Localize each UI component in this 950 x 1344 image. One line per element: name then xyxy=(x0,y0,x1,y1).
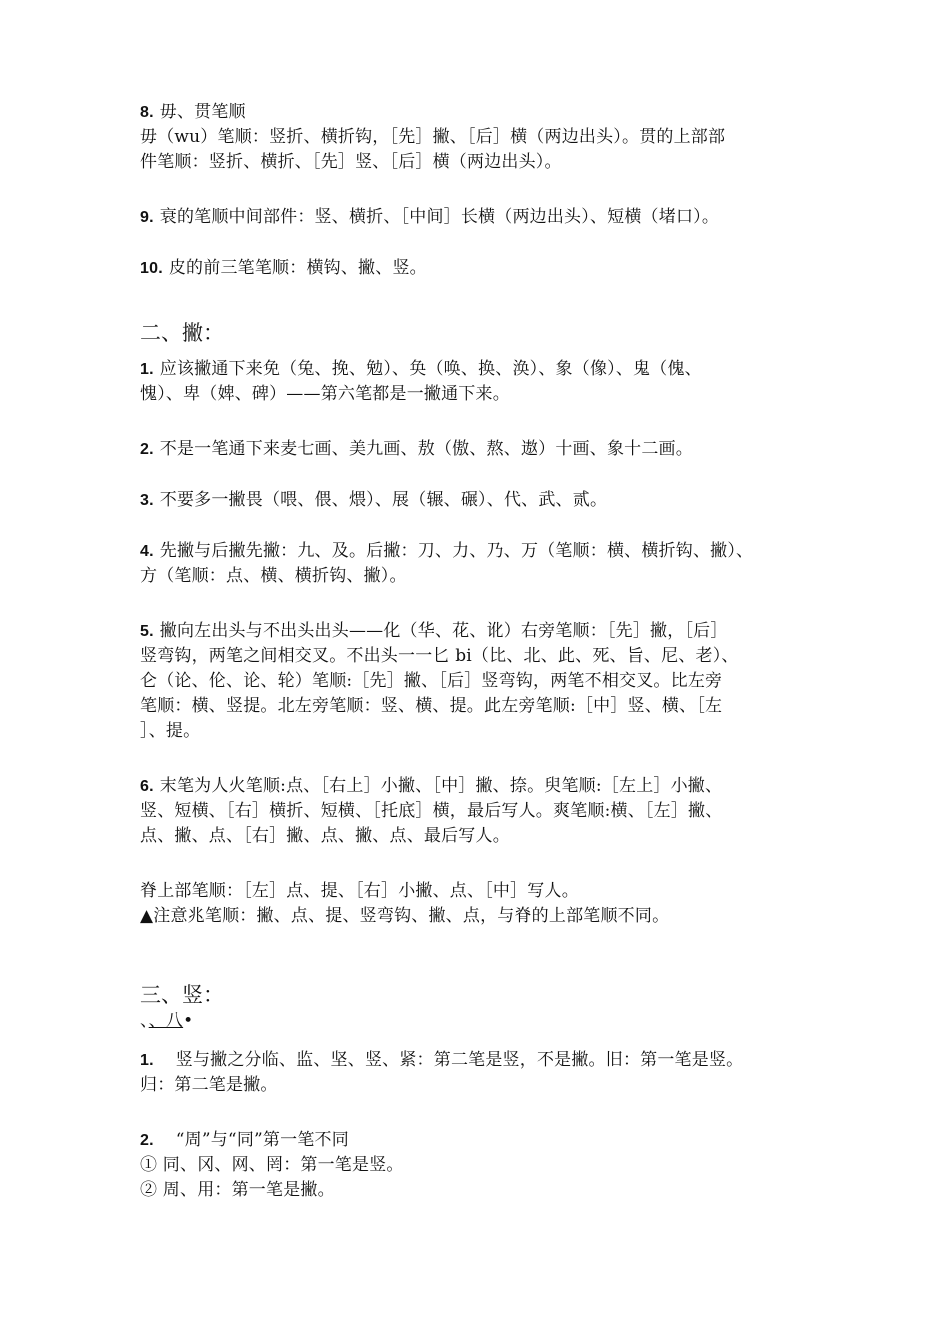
sec2-item-2 xyxy=(140,437,820,462)
section-subline xyxy=(140,1009,820,1034)
text-line: ① 同、冈、网、罔：第一笔是竖。 xyxy=(140,1155,404,1175)
sec2-item-5 xyxy=(140,619,820,744)
text-line xyxy=(140,619,820,644)
item-8-title-line xyxy=(140,100,820,125)
sec2-item-6 xyxy=(140,774,820,849)
text-line xyxy=(140,774,820,799)
text-line: 脊上部笔顺：［左］点、提、［右］小撇、点、［中］写人。 xyxy=(140,881,579,901)
sec2-notes xyxy=(140,879,820,929)
text-line: 点、撇、点、［右］撇、点、撇、点、最后写人。 xyxy=(140,826,510,846)
section-heading-shu: 三、竖： xyxy=(140,983,224,1007)
text-line: 件笔顺：竖折、横折、［先］竖、［后］横（两边出头）。 xyxy=(140,152,562,172)
text-line: 方（笔顺：点、横、横折钩、撇）。 xyxy=(140,566,407,586)
document-page xyxy=(140,100,820,1203)
text-line: ］、提。 xyxy=(140,721,201,741)
item-text: 衰的笔顺中间部件：竖、横折、［中间］长横（两边出头）、短横（堵口）。 xyxy=(159,207,720,227)
sec3-item-2 xyxy=(140,1128,820,1203)
item-text: 竖与撇之分临、监、坚、竖、紧：第二笔是竖，不是撇。旧：第一笔是竖。 xyxy=(175,1050,744,1070)
item-text: 撇向左出头与不出头出头——化（华、花、讹）右旁笔顺：［先］撇，［后］ xyxy=(159,621,728,641)
item-number: 1. xyxy=(140,1052,154,1069)
item-text: 不要多一撇畏（喂、偎、煨）、展（辗、碾）、代、武、贰。 xyxy=(159,490,608,510)
item-number: 9. xyxy=(140,209,154,226)
subline-suffix: • xyxy=(183,1011,194,1031)
text-line: 竖、短横、［右］横折、短横、［托底］横，最后写人。爽笔顺:横、［左］撇、 xyxy=(140,801,723,821)
sec2-item-4 xyxy=(140,539,820,589)
item-text: 先撇与后撇先撇：九、及。后撇：刀、力、乃、万（笔顺：横、横折钩、撇）、 xyxy=(159,541,754,561)
subline-underlined: 、八 xyxy=(148,1011,184,1031)
text-line: 竖弯钩，两笔之间相交叉。不出头一一匕 bi（比、北、此、死、旨、尼、老）、 xyxy=(140,646,739,666)
item-number: 2. xyxy=(140,1132,154,1149)
item-number: 3. xyxy=(140,492,154,509)
text-line xyxy=(140,357,820,382)
item-number: 2. xyxy=(140,441,154,458)
item-number: 6. xyxy=(140,778,154,795)
text-line xyxy=(140,1128,820,1153)
text-line xyxy=(140,1048,820,1073)
sec2-item-3 xyxy=(140,488,820,513)
item-title: 毋、贯笔顺 xyxy=(159,102,246,122)
item-number: 5. xyxy=(140,623,154,640)
item-text: 不是一笔通下来麦七画、美九画、敖（傲、熬、遨）十画、象十二画。 xyxy=(159,439,693,459)
text-line: ② 周、用：第一笔是撇。 xyxy=(140,1180,335,1200)
sec2-item-1 xyxy=(140,357,820,407)
item-text: 应该撇通下来免（兔、挽、勉）、奂（唤、换、涣）、象（像）、鬼（傀、 xyxy=(159,359,702,379)
text-line: 愧）、卑（婢、碑）——第六笔都是一撇通下来。 xyxy=(140,384,510,404)
sec3-item-1 xyxy=(140,1048,820,1098)
item-8 xyxy=(140,100,820,175)
text-line: 归：第二笔是撇。 xyxy=(140,1075,278,1095)
item-number: 10. xyxy=(140,260,163,277)
item-number: 1. xyxy=(140,361,154,378)
item-text: 皮的前三笔笔顺：横钩、撇、竖。 xyxy=(168,258,427,278)
item-title: “周”与“同”第一笔不同 xyxy=(175,1130,349,1150)
item-text: 末笔为人火笔顺:点、［右上］小撇、［中］撇、捺。臾笔顺:［左上］小撇、 xyxy=(159,776,723,796)
text-line: 毋（wu）笔顺：竖折、横折钩，［先］撇、［后］横（两边出头）。贯的上部部 xyxy=(140,127,726,147)
item-9 xyxy=(140,205,820,230)
text-line xyxy=(140,539,820,564)
item-number: 4. xyxy=(140,543,154,560)
text-line: ▲注意兆笔顺：撇、点、提、竖弯钩、撇、点，与脊的上部笔顺不同。 xyxy=(140,906,670,926)
item-number: 8. xyxy=(140,104,154,121)
text-line: 仑（论、伦、论、轮）笔顺:［先］撇、［后］竖弯钩，两笔不相交叉。比左旁 xyxy=(140,671,723,691)
text-line: 笔顺：横、竖提。北左旁笔顺：竖、横、提。此左旁笔顺:［中］竖、横、［左 xyxy=(140,696,723,716)
item-10 xyxy=(140,256,820,281)
section-heading-pie: 二、撇： xyxy=(140,321,224,345)
subline-prefix: 、 xyxy=(140,1011,149,1031)
